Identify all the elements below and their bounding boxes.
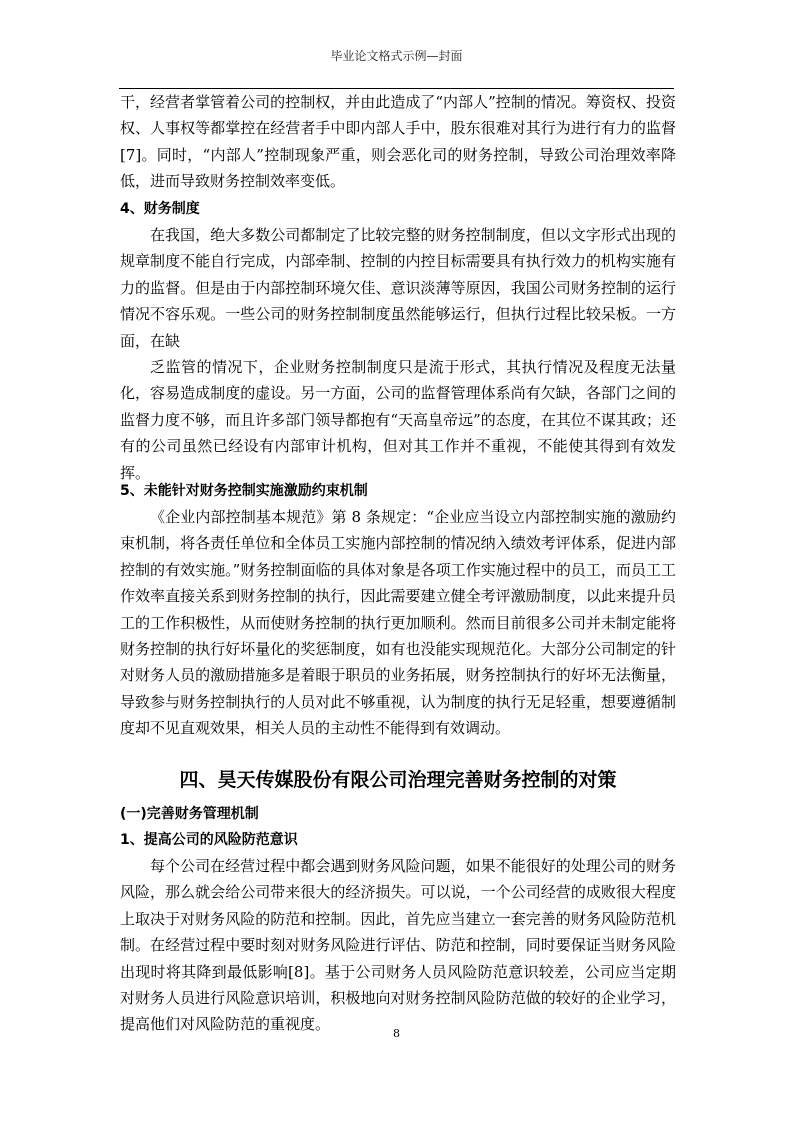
heading-financial-system: 4、财务制度 — [120, 201, 200, 217]
heading-incentive-mechanism: 5、未能针对财务控制实施激励约束机制 — [120, 483, 368, 499]
section-title: (一)完善财务管理机制 — [120, 806, 259, 822]
body-section-2 — [120, 196, 676, 486]
paragraph-continued: 干，经营者掌管着公司的控制权，并由此造成了“内部人”控制的情况。筹资权、投资权、人事权等都掌控在经营者手中即内部人手中，股东很难对其行为进行有力的监督[7]。同时，“内部人”控制现象严重，则会恶化司的财务控制，导致公司治理效率降低，进而导致财务控制效率变低。 — [120, 93, 676, 191]
heading-risk-awareness: 1、提高公司的风险防范意识 — [120, 832, 298, 848]
body-section-1 — [120, 89, 676, 195]
body-section-4 — [120, 760, 676, 800]
page-number: 8 — [393, 1027, 400, 1040]
page-header: 毕业论文格式示例—封面 — [330, 49, 463, 63]
paragraph-incentive-mechanism: 《企业内部控制基本规范》第 8 条规定：“企业应当设立内部控制实施的激励约束机制，将各责任单位和全体员工实施内部控制的情况纳入绩效考评体系，促进内部控制的有效实施。”财务控制面临的具体对象是各项工作实施过程中的员工，而员工工作效率直接关系到财务控制的执行，因此需要建立健全考评激励制度，以此来提升员工的工作积极性，从而使财务控制的执行更加顺利。然而目前很多公司并未制定能将财务控制的执行好坏量化的奖惩制度，如有也没能实现规范化。大部分公司制定的针对财务人员的激励措施多是着眼于职员的业务拓展，财务控制执行的好坏无法衡量，导致参与财务控制执行的人员对此不够重视，认为制度的执行无足轻重，想要遵循制度却不见直观效果，相关人员的主动性不能得到有效调动。 — [120, 508, 676, 738]
body-section-3 — [120, 478, 676, 742]
chapter-title: 四、昊天传媒股份有限公司治理完善财务控制的对策 — [179, 769, 617, 791]
body-section-5 — [120, 801, 676, 1038]
paragraph-risk-awareness: 每个公司在经营过程中都会遇到财务风险问题，如果不能很好的处理公司的财务风险，那么就会给公司带来很大的经济损失。可以说，一个公司经营的成败很大程度上取决于对财务风险的防范和控制。因此，首先应当建立一套完善的财务风险防范机制。在经营过程中要时刻对财务风险进行评估、防范和控制，同时要保证当财务风险出现时将其降到最低影响[8]。基于公司财务人员风险防范意识较差，公司应当定期对财务人员进行风险意识培训，积极地向对财务控制风险防范做的较好的企业学习，提高他们对风险防范的重视度。 — [120, 857, 676, 1034]
paragraph-financial-system-1: 在我国，绝大多数公司都制定了比较完整的财务控制制度，但以文字形式出现的规章制度不能自行完成，内部牵制、控制的内控目标需要具有执行效力的机构实施有力的监督。但是由于内部控制环境欠佳、意识淡薄等原因，我国公司财务控制的运行情况不容乐观。一些公司的财务控制制度虽然能够运行，但执行过程比较呆板。一方面，在缺 — [120, 226, 676, 350]
paragraph-financial-system-2: 乏监管的情况下，企业财务控制制度只是流于形式，其执行情况及程度无法量化，容易造成制度的虚设。另一方面，公司的监督管理体系尚有欠缺，各部门之间的监督力度不够，而且许多部门领导都抱有“天高皇帝远”的态度，在其位不谋其政；还有的公司虽然已经设有内部审计机构，但对其工作并不重视，不能使其得到有效发挥。 — [120, 358, 676, 482]
